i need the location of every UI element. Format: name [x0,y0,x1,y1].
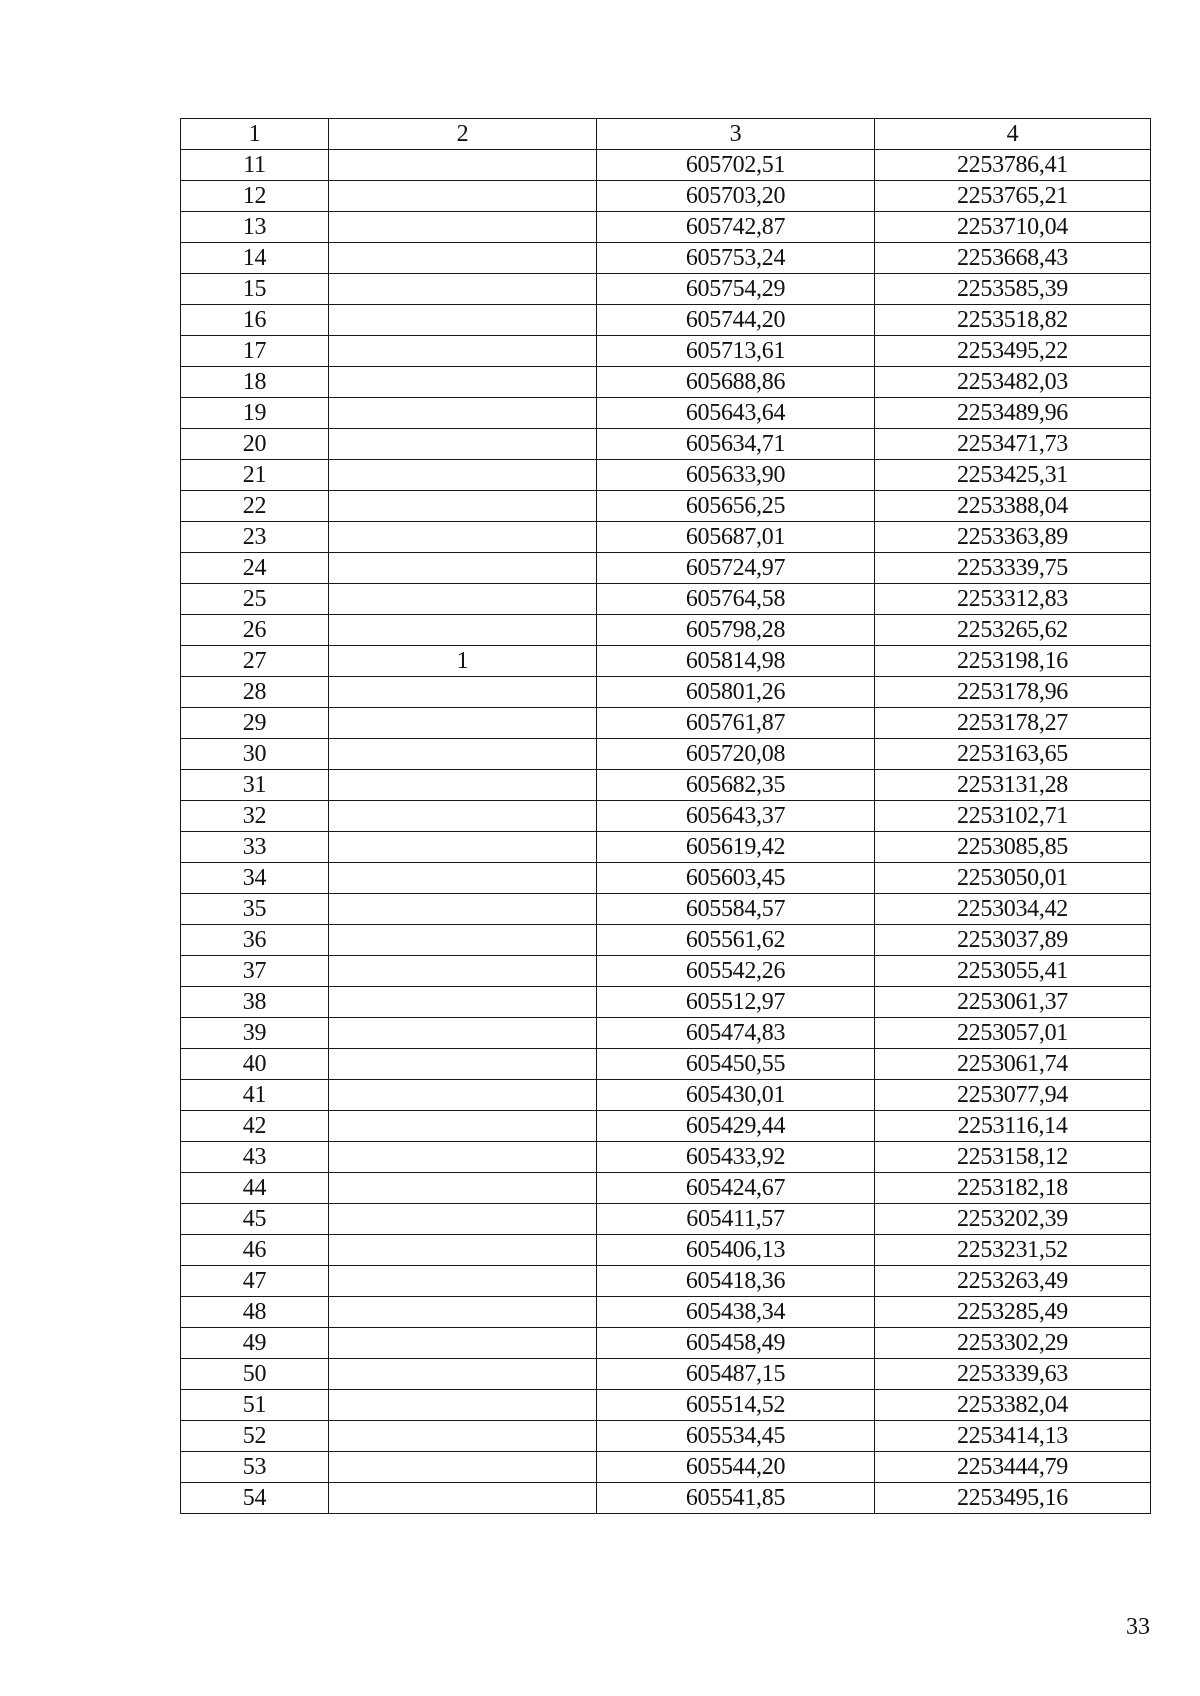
table-row [181,708,1151,739]
contour-number-cell [329,1452,597,1483]
y-coordinate-cell: 2253061,37 [875,987,1151,1018]
point-number-cell: 52 [181,1421,329,1452]
x-coordinate-cell: 605514,52 [597,1390,875,1421]
y-coordinate-cell: 2253668,43 [875,243,1151,274]
x-coordinate-cell: 605814,98 [597,646,875,677]
contour-number-cell [329,584,597,615]
y-coordinate-cell: 2253388,04 [875,491,1151,522]
contour-number-cell [329,1297,597,1328]
y-coordinate-cell: 2253489,96 [875,398,1151,429]
x-coordinate-cell: 605643,37 [597,801,875,832]
x-coordinate-cell: 605643,64 [597,398,875,429]
point-number-cell: 50 [181,1359,329,1390]
contour-number-cell [329,522,597,553]
x-coordinate-cell: 605687,01 [597,522,875,553]
contour-number-cell [329,863,597,894]
point-number-cell: 22 [181,491,329,522]
point-number-cell: 35 [181,894,329,925]
point-number-cell: 21 [181,460,329,491]
contour-number-cell [329,305,597,336]
table-row [181,243,1151,274]
y-coordinate-cell: 2253055,41 [875,956,1151,987]
point-number-cell: 13 [181,212,329,243]
table-row [181,863,1151,894]
y-coordinate-cell: 2253061,74 [875,1049,1151,1080]
y-coordinate-cell: 2253131,28 [875,770,1151,801]
contour-number-cell [329,1142,597,1173]
x-coordinate-cell: 605406,13 [597,1235,875,1266]
table-row [181,677,1151,708]
contour-number-cell [329,1204,597,1235]
point-number-cell: 24 [181,553,329,584]
x-coordinate-cell: 605544,20 [597,1452,875,1483]
point-number-cell: 37 [181,956,329,987]
point-number-cell: 18 [181,367,329,398]
table-row [181,615,1151,646]
y-coordinate-cell: 2253077,94 [875,1080,1151,1111]
contour-number-cell [329,1359,597,1390]
point-number-cell: 43 [181,1142,329,1173]
y-coordinate-cell: 2253178,96 [875,677,1151,708]
table-row [181,832,1151,863]
table-row [181,925,1151,956]
y-coordinate-cell: 2253163,65 [875,739,1151,770]
x-coordinate-cell: 605742,87 [597,212,875,243]
y-coordinate-cell: 2253585,39 [875,274,1151,305]
y-coordinate-cell: 2253786,41 [875,150,1151,181]
contour-number-cell [329,1080,597,1111]
y-coordinate-cell: 2253116,14 [875,1111,1151,1142]
y-coordinate-cell: 2253495,22 [875,336,1151,367]
contour-number-cell [329,491,597,522]
y-coordinate-cell: 2253339,75 [875,553,1151,584]
table-row [181,1049,1151,1080]
contour-number-cell [329,677,597,708]
x-coordinate-cell: 605424,67 [597,1173,875,1204]
point-number-cell: 14 [181,243,329,274]
x-coordinate-cell: 605724,97 [597,553,875,584]
contour-number-cell [329,1266,597,1297]
header-cell-col4: 4 [875,119,1151,150]
contour-number-cell [329,708,597,739]
x-coordinate-cell: 605619,42 [597,832,875,863]
x-coordinate-cell: 605487,15 [597,1359,875,1390]
contour-number-cell [329,367,597,398]
x-coordinate-cell: 605430,01 [597,1080,875,1111]
contour-number-cell [329,770,597,801]
table-row [181,770,1151,801]
x-coordinate-cell: 605429,44 [597,1111,875,1142]
x-coordinate-cell: 605542,26 [597,956,875,987]
x-coordinate-cell: 605682,35 [597,770,875,801]
y-coordinate-cell: 2253285,49 [875,1297,1151,1328]
x-coordinate-cell: 605534,45 [597,1421,875,1452]
point-number-cell: 46 [181,1235,329,1266]
point-number-cell: 54 [181,1483,329,1514]
x-coordinate-cell: 605584,57 [597,894,875,925]
y-coordinate-cell: 2253057,01 [875,1018,1151,1049]
point-number-cell: 26 [181,615,329,646]
contour-number-cell [329,398,597,429]
y-coordinate-cell: 2253178,27 [875,708,1151,739]
x-coordinate-cell: 605703,20 [597,181,875,212]
x-coordinate-cell: 605656,25 [597,491,875,522]
contour-number-cell [329,615,597,646]
contour-number-cell [329,1483,597,1514]
header-cell-col1: 1 [181,119,329,150]
contour-number-cell [329,894,597,925]
point-number-cell: 39 [181,1018,329,1049]
point-number-cell: 48 [181,1297,329,1328]
contour-number-cell [329,1018,597,1049]
y-coordinate-cell: 2253182,18 [875,1173,1151,1204]
point-number-cell: 40 [181,1049,329,1080]
header-cell-col3: 3 [597,119,875,150]
contour-number-cell [329,429,597,460]
table-row [181,491,1151,522]
x-coordinate-cell: 605720,08 [597,739,875,770]
point-number-cell: 20 [181,429,329,460]
header-cell-col2: 2 [329,119,597,150]
table-row [181,1390,1151,1421]
x-coordinate-cell: 605603,45 [597,863,875,894]
table-row [181,1173,1151,1204]
x-coordinate-cell: 605702,51 [597,150,875,181]
x-coordinate-cell: 605798,28 [597,615,875,646]
point-number-cell: 38 [181,987,329,1018]
table-row [181,522,1151,553]
point-number-cell: 41 [181,1080,329,1111]
table-row [181,429,1151,460]
contour-number-cell [329,274,597,305]
table-row [181,956,1151,987]
point-number-cell: 47 [181,1266,329,1297]
y-coordinate-cell: 2253710,04 [875,212,1151,243]
y-coordinate-cell: 2253085,85 [875,832,1151,863]
y-coordinate-cell: 2253034,42 [875,894,1151,925]
table-row [181,1142,1151,1173]
table-row [181,181,1151,212]
point-number-cell: 49 [181,1328,329,1359]
contour-number-cell [329,460,597,491]
point-number-cell: 27 [181,646,329,677]
point-number-cell: 28 [181,677,329,708]
table-row [181,584,1151,615]
y-coordinate-cell: 2253382,04 [875,1390,1151,1421]
contour-number-cell [329,212,597,243]
y-coordinate-cell: 2253265,62 [875,615,1151,646]
table-row [181,1235,1151,1266]
page-number: 33 [1126,1614,1150,1640]
coordinates-table [180,118,1151,1514]
contour-number-cell [329,336,597,367]
contour-number-cell [329,553,597,584]
contour-number-cell [329,181,597,212]
x-coordinate-cell: 605633,90 [597,460,875,491]
y-coordinate-cell: 2253231,52 [875,1235,1151,1266]
contour-number-cell [329,1421,597,1452]
contour-number-cell [329,1173,597,1204]
y-coordinate-cell: 2253363,89 [875,522,1151,553]
table-row [181,274,1151,305]
table-row [181,460,1151,491]
table-row [181,1204,1151,1235]
y-coordinate-cell: 2253312,83 [875,584,1151,615]
contour-number-cell [329,150,597,181]
point-number-cell: 29 [181,708,329,739]
table-row [181,212,1151,243]
y-coordinate-cell: 2253263,49 [875,1266,1151,1297]
table-row [181,1080,1151,1111]
y-coordinate-cell: 2253050,01 [875,863,1151,894]
table-row [181,150,1151,181]
contour-number-cell [329,1111,597,1142]
y-coordinate-cell: 2253414,13 [875,1421,1151,1452]
y-coordinate-cell: 2253425,31 [875,460,1151,491]
table-row [181,553,1151,584]
contour-number-cell [329,832,597,863]
contour-number-cell [329,956,597,987]
contour-number-cell [329,801,597,832]
point-number-cell: 34 [181,863,329,894]
table-row [181,894,1151,925]
point-number-cell: 23 [181,522,329,553]
x-coordinate-cell: 605713,61 [597,336,875,367]
contour-number-cell [329,1328,597,1359]
x-coordinate-cell: 605744,20 [597,305,875,336]
point-number-cell: 31 [181,770,329,801]
x-coordinate-cell: 605754,29 [597,274,875,305]
x-coordinate-cell: 605753,24 [597,243,875,274]
table-row [181,646,1151,677]
table-row [181,987,1151,1018]
table-header-row [181,119,1151,150]
point-number-cell: 25 [181,584,329,615]
table-row [181,305,1151,336]
x-coordinate-cell: 605688,86 [597,367,875,398]
y-coordinate-cell: 2253765,21 [875,181,1151,212]
contour-number-cell [329,243,597,274]
x-coordinate-cell: 605438,34 [597,1297,875,1328]
point-number-cell: 36 [181,925,329,956]
y-coordinate-cell: 2253471,73 [875,429,1151,460]
table-row [181,398,1151,429]
point-number-cell: 30 [181,739,329,770]
point-number-cell: 32 [181,801,329,832]
y-coordinate-cell: 2253444,79 [875,1452,1151,1483]
x-coordinate-cell: 605634,71 [597,429,875,460]
table-row [181,1452,1151,1483]
point-number-cell: 53 [181,1452,329,1483]
point-number-cell: 12 [181,181,329,212]
point-number-cell: 51 [181,1390,329,1421]
point-number-cell: 44 [181,1173,329,1204]
y-coordinate-cell: 2253158,12 [875,1142,1151,1173]
y-coordinate-cell: 2253302,29 [875,1328,1151,1359]
table-row [181,739,1151,770]
x-coordinate-cell: 605541,85 [597,1483,875,1514]
x-coordinate-cell: 605450,55 [597,1049,875,1080]
point-number-cell: 16 [181,305,329,336]
table-row [181,1421,1151,1452]
contour-number-cell [329,987,597,1018]
x-coordinate-cell: 605458,49 [597,1328,875,1359]
table-row [181,1297,1151,1328]
table-row [181,1111,1151,1142]
contour-number-cell [329,1390,597,1421]
x-coordinate-cell: 605761,87 [597,708,875,739]
table-row [181,336,1151,367]
contour-number-cell [329,1049,597,1080]
x-coordinate-cell: 605411,57 [597,1204,875,1235]
contour-number-cell [329,1235,597,1266]
x-coordinate-cell: 605512,97 [597,987,875,1018]
point-number-cell: 33 [181,832,329,863]
point-number-cell: 45 [181,1204,329,1235]
point-number-cell: 17 [181,336,329,367]
point-number-cell: 15 [181,274,329,305]
table-row [181,1018,1151,1049]
x-coordinate-cell: 605561,62 [597,925,875,956]
x-coordinate-cell: 605801,26 [597,677,875,708]
table-row [181,801,1151,832]
x-coordinate-cell: 605433,92 [597,1142,875,1173]
point-number-cell: 11 [181,150,329,181]
y-coordinate-cell: 2253482,03 [875,367,1151,398]
table-row [181,1328,1151,1359]
y-coordinate-cell: 2253037,89 [875,925,1151,956]
x-coordinate-cell: 605474,83 [597,1018,875,1049]
table-row [181,1266,1151,1297]
y-coordinate-cell: 2253339,63 [875,1359,1151,1390]
table-row [181,1483,1151,1514]
y-coordinate-cell: 2253495,16 [875,1483,1151,1514]
table-row [181,367,1151,398]
x-coordinate-cell: 605418,36 [597,1266,875,1297]
coordinates-table-body [181,119,1151,1514]
y-coordinate-cell: 2253102,71 [875,801,1151,832]
table-row [181,1359,1151,1390]
y-coordinate-cell: 2253198,16 [875,646,1151,677]
contour-number-cell: 1 [329,646,597,677]
x-coordinate-cell: 605764,58 [597,584,875,615]
point-number-cell: 42 [181,1111,329,1142]
point-number-cell: 19 [181,398,329,429]
y-coordinate-cell: 2253202,39 [875,1204,1151,1235]
contour-number-cell [329,925,597,956]
contour-number-cell [329,739,597,770]
y-coordinate-cell: 2253518,82 [875,305,1151,336]
